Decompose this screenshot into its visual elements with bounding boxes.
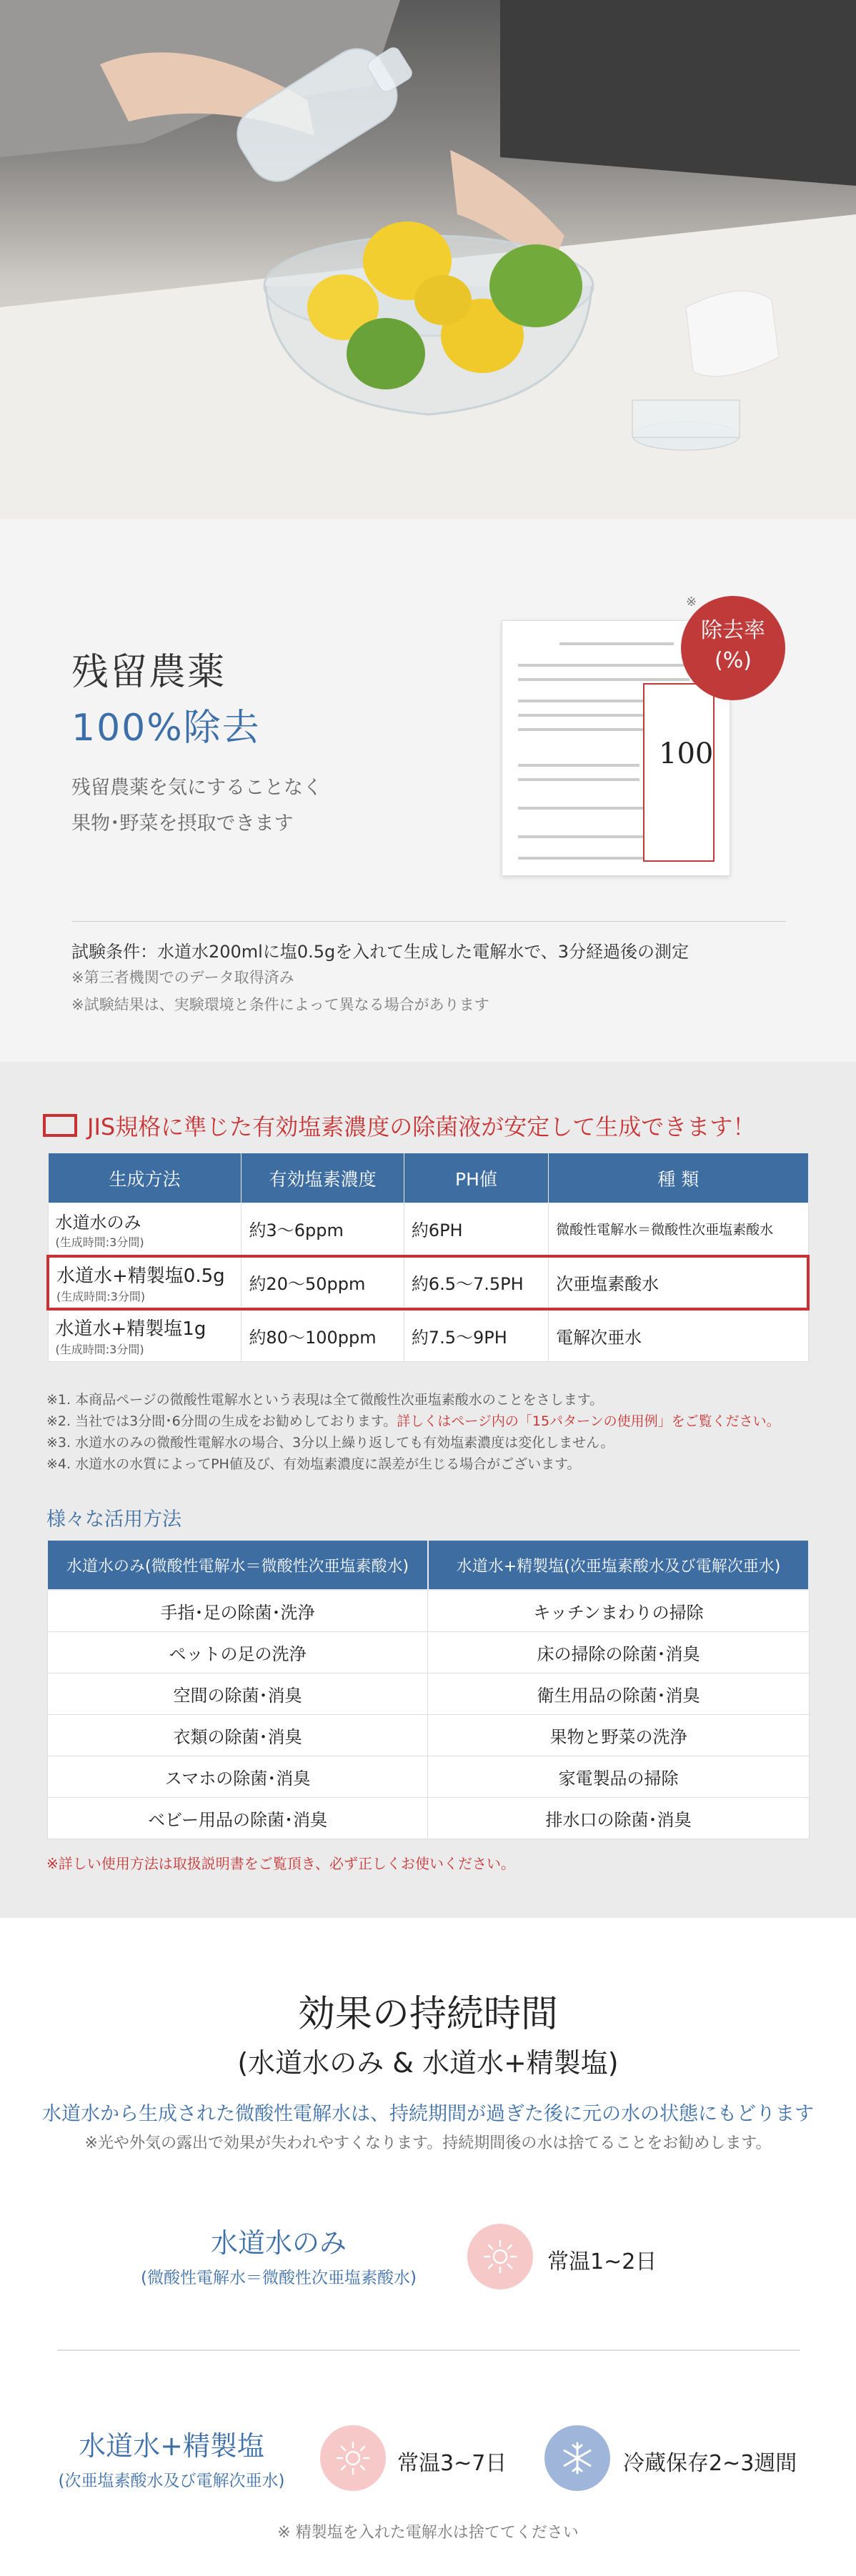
room-temp-duration: 常温3~7日 (397, 2451, 507, 2476)
table-row: 水道水+精製塩1g (生成時間:3分間) 約80～100ppm 約7.5～9PH 電解次亜水 (48, 1309, 808, 1362)
removal-rate-badge: 除去率 (%) (681, 596, 785, 700)
jis-section (0, 1062, 856, 1918)
pesticide-description: 残留農薬を気にすることなく 果物･野菜を摂取できます (71, 777, 322, 835)
table-row: スマホの除菌･消臭 家電製品の掃除 (47, 1756, 809, 1797)
table-row: 空間の除菌･消臭 衛生用品の除菌･消臭 (47, 1673, 809, 1714)
note-third-party: ※第三者機関でのデータ取得済み (71, 969, 294, 986)
table-row: ペットの足の洗浄 床の掃除の除菌･消臭 (47, 1631, 809, 1673)
table-header: 水道水+精製塩(次亜塩素酸水及び電解次亜水) (428, 1540, 809, 1590)
table-row: 衣類の除菌･消臭 果物と野菜の洗浄 (47, 1714, 809, 1756)
table-header: 水道水のみ(微酸性電解水＝微酸性次亜塩素酸水) (47, 1540, 428, 1590)
certificate-highlight-box (643, 683, 715, 862)
table-row: 手指･足の除菌･洗浄 キッチンまわりの掃除 (47, 1590, 809, 1631)
duration-lead: 水道水から生成された微酸性電解水は、持続期間が過ぎた後に元の水の状態にもどります (42, 2103, 814, 2125)
divider (71, 921, 786, 922)
usage-table (46, 1539, 810, 1839)
table-row-highlighted: 水道水+精製塩0.5g (生成時間:3分間) 約20～50ppm 約6.5～7.5PH 次亜塩素酸水 (48, 1256, 808, 1309)
footnote-2: ※2. 当社では3分間･6分間の生成をお勧めしております。詳しくはページ内の「15パターンの使用例」をご覧ください。 (46, 1413, 780, 1429)
table-header: PH値 (404, 1153, 548, 1203)
test-condition: 試験条件：水道水200mlに塩0.5gを入れて生成した電解水で、3分経過後の測定 (71, 942, 690, 962)
group-salt-water: 水道水+精製塩 (次亜塩素酸水及び電解次亜水) (58, 2430, 285, 2490)
divider (57, 2349, 800, 2351)
sun-icon (467, 2224, 533, 2289)
pesticide-title-highlight: 100%除去 (71, 707, 261, 750)
duration-footer: ※ 精製塩を入れた電解水は捨ててください (277, 2524, 579, 2542)
table-header: 種 類 (549, 1153, 808, 1203)
room-temp-duration: 常温1~2日 (547, 2249, 657, 2274)
duration-subtitle: (水道水のみ & 水道水+精製塩) (237, 2047, 619, 2079)
footnote-3: ※3. 水道水のみの微酸性電解水の場合、3分以上繰り返しても有効塩素濃度は変化しません。 (46, 1435, 614, 1451)
table-row: ベビー用品の除菌･消臭 排水口の除菌･消臭 (47, 1797, 809, 1839)
group-tap-water: 水道水のみ (微酸性電解水＝微酸性次亜塩素酸水) (141, 2227, 417, 2287)
footnote-4: ※4. 水道水の水質によってPH値及び、有効塩素濃度に誤差が生じる場合がございます。 (46, 1456, 581, 1472)
pesticide-title: 残留農薬 (71, 651, 227, 694)
cert-mark: ※ (686, 595, 697, 610)
pesticide-section (0, 519, 856, 1062)
fridge-duration: 冷蔵保存2~3週間 (623, 2451, 797, 2476)
jis-heading: JIS規格に準じた有効塩素濃度の除菌液が安定して生成できます！ (43, 1109, 755, 1142)
hero-photo (0, 0, 856, 519)
usage-title: 様々な活用方法 (46, 1508, 181, 1531)
sun-icon (320, 2425, 386, 2491)
table-row: 水道水のみ (生成時間:3分間) 約3～6ppm 約6PH 微酸性電解水＝微酸性次亜塩素酸水 (48, 1203, 808, 1256)
duration-title: 効果の持続時間 (297, 1993, 558, 2036)
duration-note: ※光や外気の露出で効果が失われやすくなります。持続期間後の水は捨てることをお勧めします。 (84, 2134, 772, 2152)
square-icon (43, 1114, 77, 1137)
chlorine-table (46, 1153, 810, 1362)
duration-section (0, 1918, 856, 2576)
snowflake-icon (544, 2425, 610, 2491)
note-results: ※試験結果は、実験環境と条件によって異なる場合があります (71, 996, 489, 1013)
removal-rate-value: 100 (659, 737, 714, 770)
usage-note: ※詳しい使用方法は取扱説明書をご覧頂き、必ず正しくお使いください。 (46, 1855, 515, 1872)
table-header: 有効塩素濃度 (242, 1153, 404, 1203)
footnote-1: ※1. 本商品ページの微酸性電解水という表現は全て微酸性次亜塩素酸水のことをさします。 (46, 1392, 604, 1408)
table-header: 生成方法 (48, 1153, 242, 1203)
